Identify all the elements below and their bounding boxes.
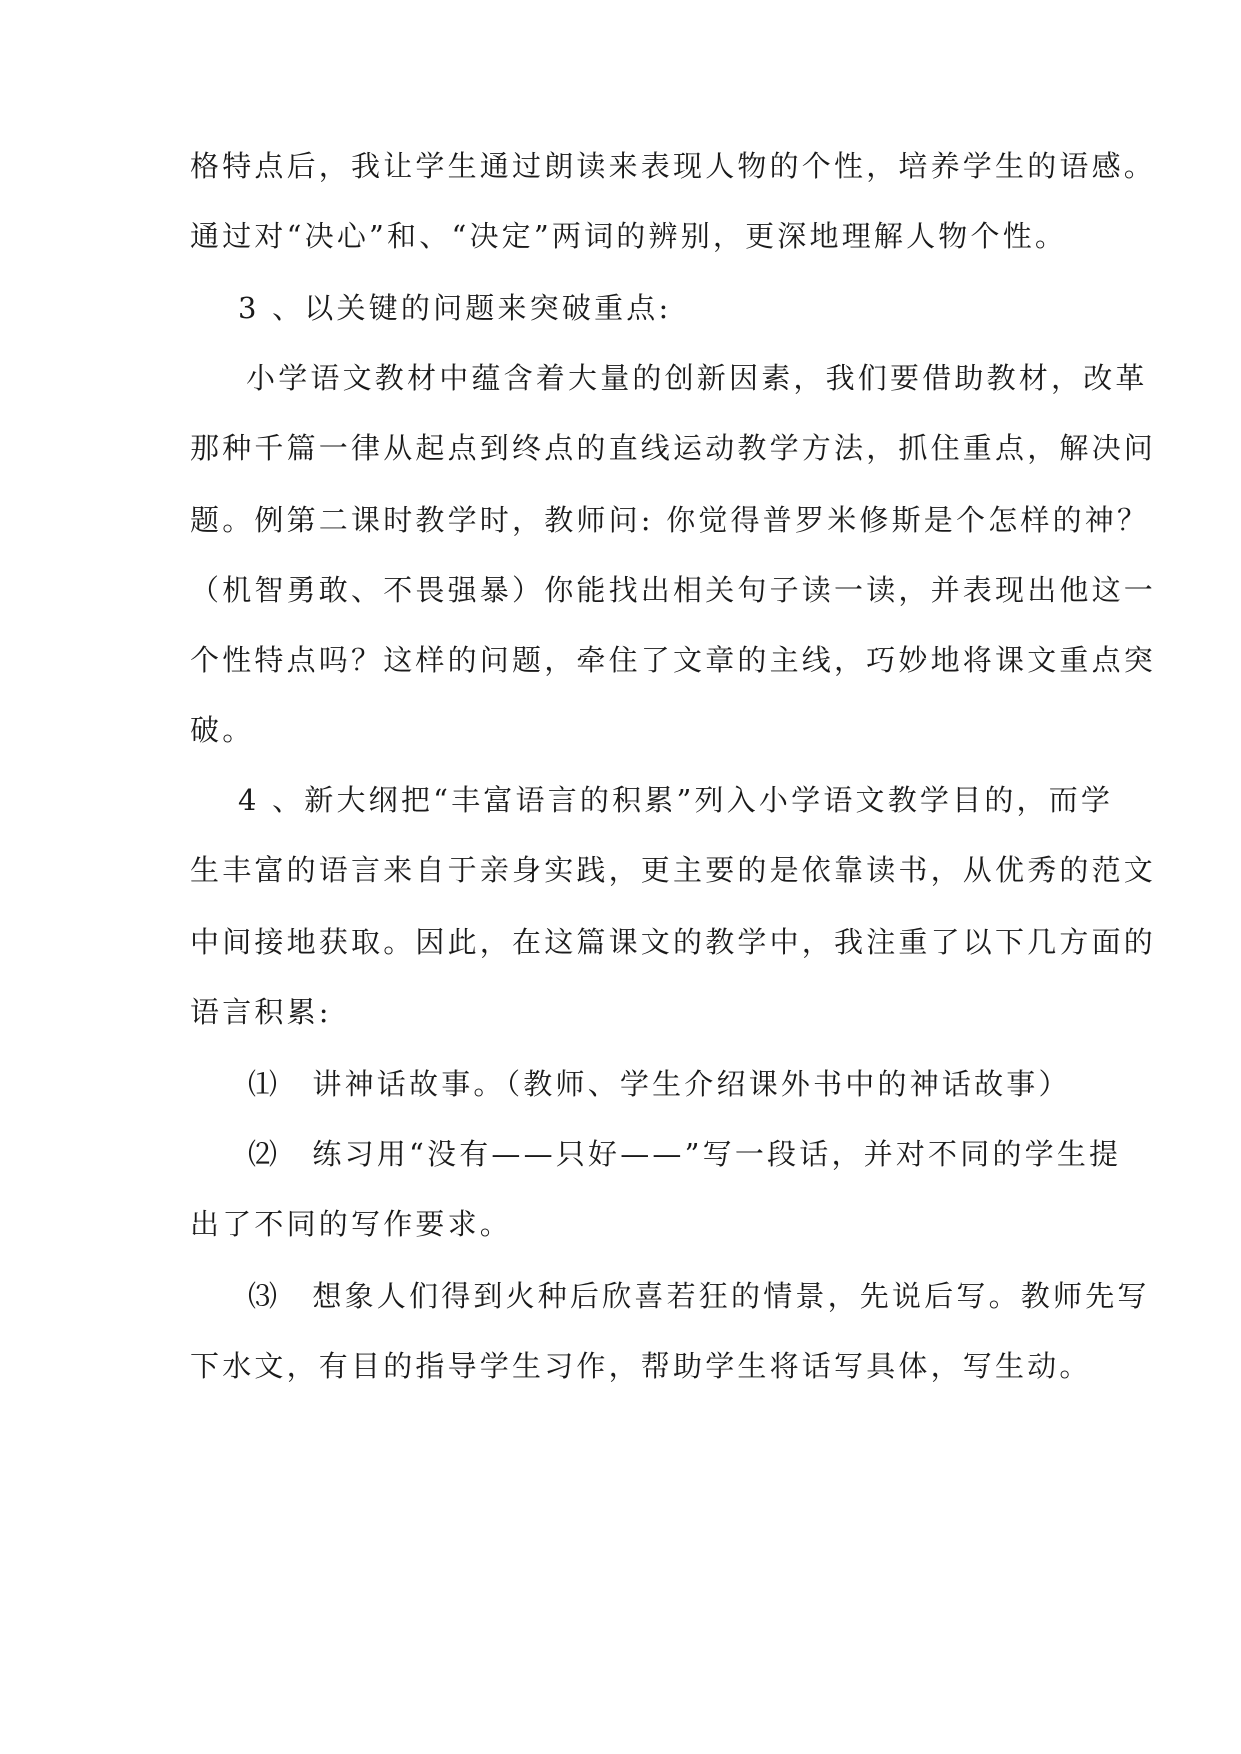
paragraph-line: （机智勇敢、不畏强暴）你能找出相关句子读一读，并表现出他这一 (190, 573, 1157, 607)
paragraph-line: 破。 (190, 713, 255, 747)
paragraph-line: 中间接地获取。因此，在这篇课文的教学中，我注重了以下几方面的 (190, 925, 1157, 959)
section-heading: 3 、以关键的问题来突破重点: (238, 291, 672, 325)
paragraph-line: 生丰富的语言来自于亲身实践，更主要的是依靠读书，从优秀的范文 (190, 853, 1157, 887)
paragraph-line: 下水文，有目的指导学生习作，帮助学生将话写具体，写生动。 (190, 1349, 1092, 1383)
list-item: ⑴ 讲神话故事。（教师、学生介绍课外书中的神话故事） (248, 1067, 1071, 1101)
list-item: ⑶ 想象人们得到火种后欣喜若狂的情景，先说后写。教师先写 (248, 1279, 1150, 1313)
paragraph-line: 题。例第二课时教学时，教师问: 你觉得普罗米修斯是个怎样的神？ (190, 503, 1150, 537)
paragraph-line: 出了不同的写作要求。 (190, 1207, 513, 1241)
paragraph-line: 那种千篇一律从起点到终点的直线运动教学方法，抓住重点，解决问 (190, 431, 1157, 465)
list-item: ⑵ 练习用“没有——只好——”写一段话，并对不同的学生提 (248, 1137, 1122, 1171)
paragraph-line: 通过对“决心”和、“决定”两词的辨别，更深地理解人物个性。 (190, 219, 1068, 253)
section-heading: 4 、新大纲把“丰富语言的积累”列入小学语文教学目的，而学 (238, 783, 1114, 817)
paragraph-line: 语言积累: (190, 995, 332, 1029)
paragraph-line: 个性特点吗？这样的问题，牵住了文章的主线，巧妙地将课文重点突 (190, 643, 1157, 677)
paragraph-line: 小学语文教材中蕴含着大量的创新因素，我们要借助教材，改革 (246, 361, 1148, 395)
paragraph-line: 格特点后，我让学生通过朗读来表现人物的个性，培养学生的语感。 (190, 149, 1157, 183)
